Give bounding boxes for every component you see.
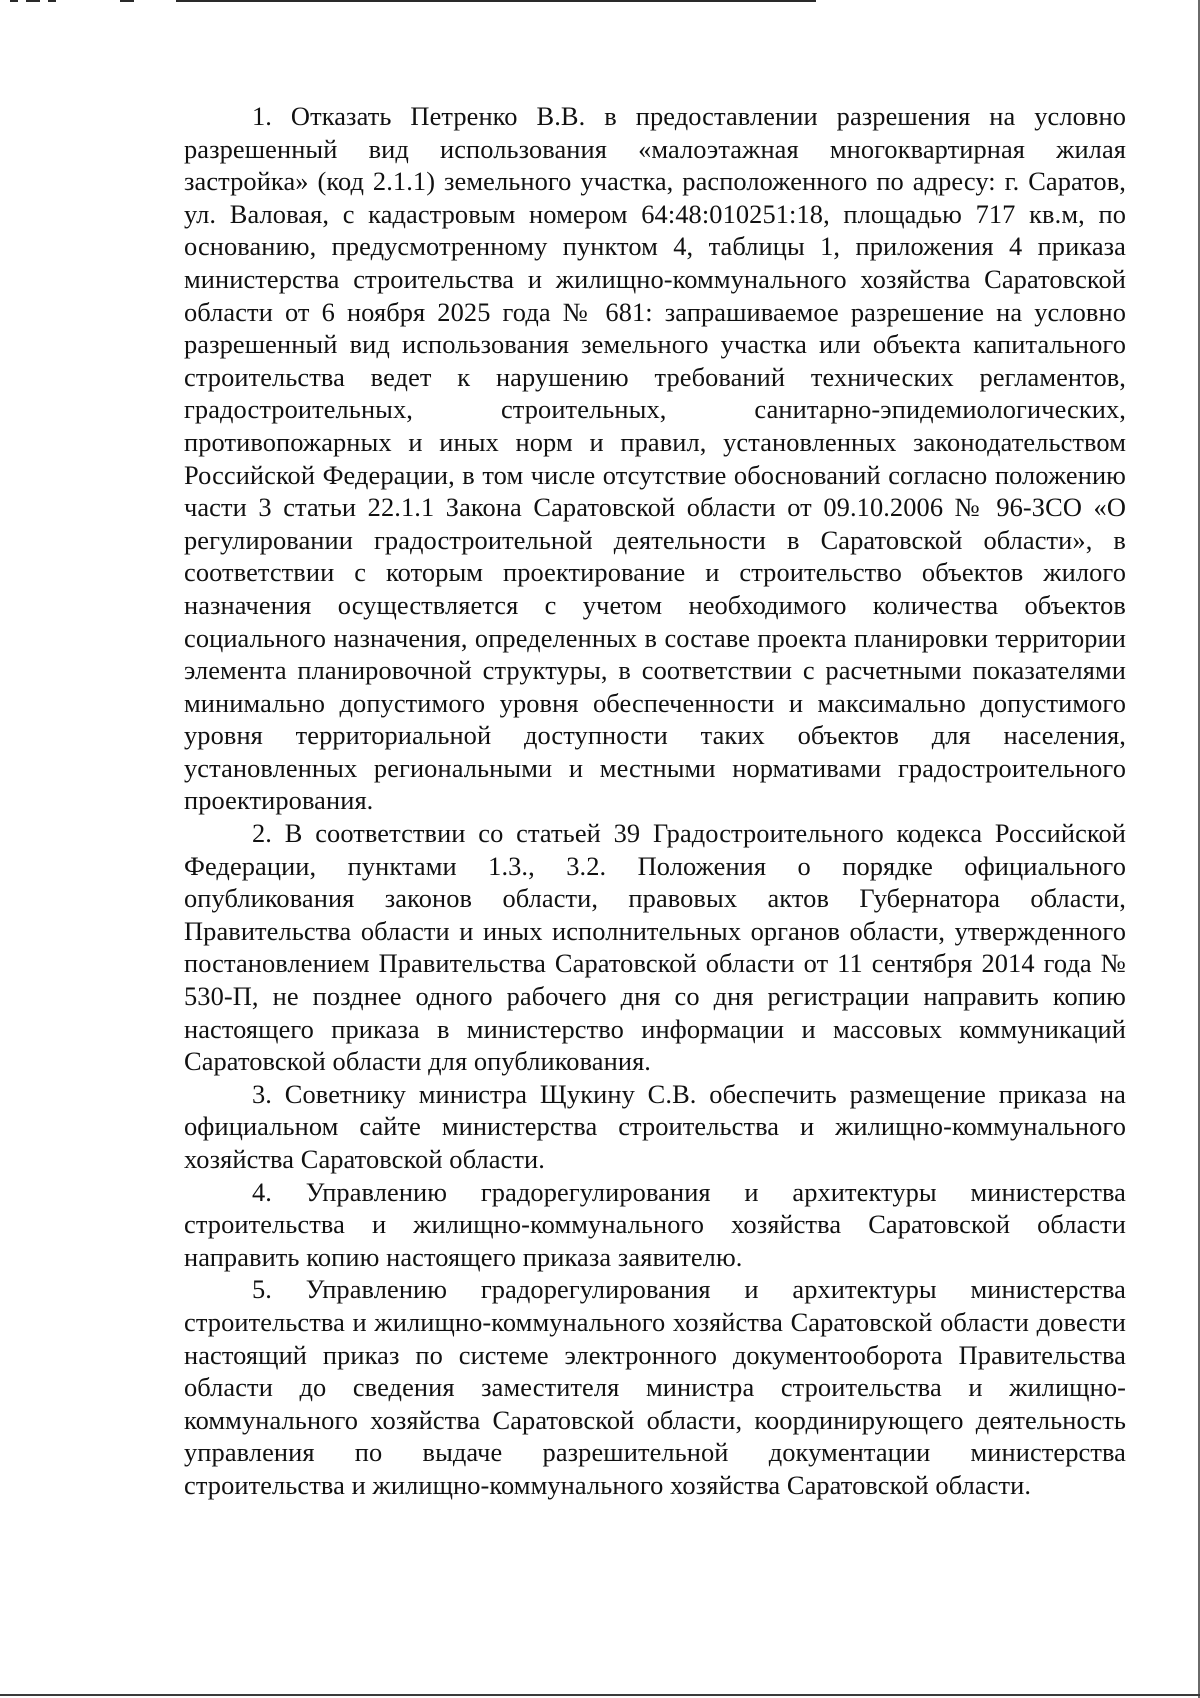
page-bottom-edge [0,1694,1200,1696]
paragraph-2-publication: 2. В соответствии со статьей 39 Градостроительного кодекса Российской Федерации, пунктами 1.3., 3.2. Положения о порядке официального опубликования законов области, правовых актов Губернатора области, Правительства области и иных исполнительных органов области, утвержденного постановлением Правительства Саратовской области от 11 сентября 2014 года № 530-П, не позднее одного рабочего дня со дня регистрации направить копию настоящего приказа в министерство информации и массовых коммуникаций Саратовской области для опубликования. [184,818,1126,1077]
paragraph-4-applicant-copy: 4. Управлению градорегулирования и архитектуры министерства строительства и жилищно-коммунального хозяйства Саратовской области направить копию настоящего приказа заявителю. [184,1176,1126,1272]
scan-top-artifact [0,0,1200,4]
scan-mark [48,0,56,2]
paragraph-3-website: 3. Советнику министра Щукину С.В. обеспечить размещение приказа на официальном сайте министерства строительства и жилищно-коммунального хозяйства Саратовской области. [184,1078,1126,1174]
scan-mark [26,0,40,2]
scan-line [176,0,816,2]
document-body [184,100,1126,1502]
paragraph-5-edms: 5. Управлению градорегулирования и архитектуры министерства строительства и жилищно-коммунального хозяйства Саратовской области довести настоящий приказ по системе электронного документооборота Правительства области до сведения заместителя министра строительства и жилищно-коммунального хозяйства Саратовской области, координирующего деятельность управления по выдаче разрешительной документации министерства строительства и жилищно-коммунального хозяйства Саратовской области. [184,1274,1126,1500]
scan-mark [120,0,134,2]
scan-mark [10,0,18,2]
paragraph-1-refusal: 1. Отказать Петренко В.В. в предоставлении разрешения на условно разрешенный вид использования «малоэтажная многоквартирная жилая застройка» (код 2.1.1) земельного участка, расположенного по адресу: г. Саратов, ул. Валовая, с кадастровым номером 64:48:010251:18, площадью 717 кв.м, по основанию, предусмотренному пунктом 4, таблицы 1, приложения 4 приказа министерства строительства и жилищно-коммунального хозяйства Саратовской области от 6 ноября 2025 года № 681: запрашиваемое разрешение на условно разрешенный вид использования земельного участка или объекта капитального строительства ведет к нарушению требований технических регламентов, градостроительных, строительных, санитарно-эпидемиологических, противопожарных и иных норм и правил, установленных законодательством Российской Федерации, в том числе отсутствие обоснований согласно положению части 3 статьи 22.1.1 Закона Саратовской области от 09.10.2006 № 96-ЗСО «О регулировании градостроительной деятельности в Саратовской области», в соответствии с которым проектирование и строительство объектов жилого назначения осуществляется с учетом необходимого количества объектов социального назначения, определенных в составе проекта планировки территории элемента планировочной структуры, в соответствии с расчетными показателями минимально допустимого уровня обеспеченности и максимально допустимого уровня территориальной доступности таких объектов для населения, установленных региональными и местными нормативами градостроительного проектирования. [184,101,1126,816]
